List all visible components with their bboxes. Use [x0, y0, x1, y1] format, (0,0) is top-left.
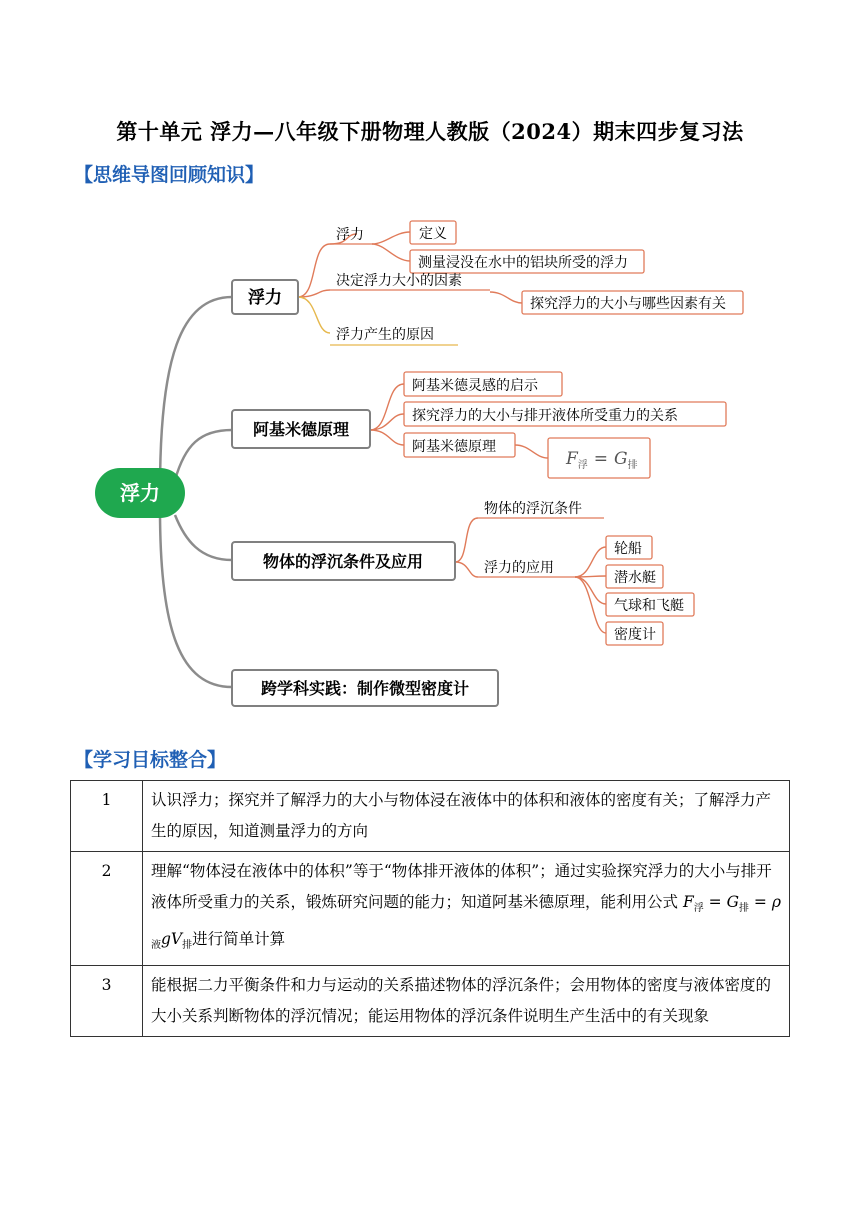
b3-app-1: 轮船 — [614, 541, 642, 557]
branch-line-1 — [160, 297, 232, 490]
b1-sub1: 浮力 — [336, 227, 364, 243]
formula-f: F — [566, 449, 578, 469]
b2-item-1: 阿基米德灵感的启示 — [412, 378, 538, 394]
branch-node-2-label: 阿基米德原理 — [252, 420, 350, 439]
goal-number: 2 — [71, 852, 143, 966]
goal-text: 能根据二力平衡条件和力与运动的关系描述物体的浮沉条件；会用物体的密度与液体密度的大小关系判断物体的浮沉情况；能运用物体的浮沉条件说明生产生活中的有关现象 — [143, 966, 790, 1037]
goal-text — [143, 852, 790, 966]
formula-eq: = — [593, 449, 609, 469]
b1-sub1-child-2: 测量浸没在水中的铝块所受的浮力 — [418, 255, 628, 271]
svg-text:F浮=G排 — [565, 449, 638, 471]
b1-sub2-child: 探究浮力的大小与哪些因素有关 — [530, 296, 726, 312]
goal-formula: $F_浮 = G_排 = \rho_液gV_排$ — [151, 893, 781, 952]
section-heading-mindmap: 【思维导图回顾知识】 — [74, 164, 265, 186]
b3-sub1: 物体的浮沉条件 — [484, 501, 582, 517]
section-heading-goals: 【学习目标整合】 — [74, 749, 227, 771]
b2-item-3: 阿基米德原理 — [412, 439, 496, 455]
branch-line-4 — [160, 510, 232, 687]
learning-goals-table — [70, 780, 790, 1037]
branch-line-2 — [175, 430, 232, 480]
branch-node-4-label: 跨学科实践：制作微型密度计 — [260, 679, 470, 698]
formula-g: G — [614, 449, 628, 469]
formula-f-sub: 浮 — [577, 460, 588, 471]
table-row — [71, 966, 790, 1037]
b2-item-2: 探究浮力的大小与排开液体所受重力的关系 — [412, 408, 678, 424]
goal-text-part-b: 进行简单计算 — [192, 930, 286, 949]
b1-sub1-child-1: 定义 — [419, 226, 447, 242]
b3-app-2: 潜水艇 — [614, 570, 656, 586]
branch-line-3 — [175, 515, 232, 560]
goal-number: 3 — [71, 966, 143, 1037]
goal-text-part-a: 理解“物体浸在液体中的体积”等于“物体排开液体的体积”；通过实验探究浮力的大小与排开液体所受重力的关系，锻炼研究问题的能力；知道阿基米德原理，能利用公式 — [151, 862, 772, 911]
goal-text: 认识浮力；探究并了解浮力的大小与物体浸在液体中的体积和液体的密度有关；了解浮力产生的原因，知道测量浮力的方向 — [143, 781, 790, 852]
goal-number: 1 — [71, 781, 143, 852]
b3-app-3: 气球和飞艇 — [614, 598, 684, 614]
mind-map — [0, 200, 860, 720]
table-row — [71, 852, 790, 966]
root-node-label: 浮力 — [120, 481, 160, 505]
document-title: 第十单元 浮力—八年级下册物理人教版（2024）期末四步复习法 — [116, 119, 744, 144]
b1-sub3: 浮力产生的原因 — [336, 327, 434, 343]
b3-app-4: 密度计 — [614, 627, 656, 643]
b3-sub2: 浮力的应用 — [484, 560, 554, 576]
formula-g-sub: 排 — [627, 460, 638, 471]
b1-sub2: 决定浮力大小的因素 — [336, 273, 462, 289]
branch-node-3-label: 物体的浮沉条件及应用 — [262, 552, 424, 571]
table-row — [71, 781, 790, 852]
branch-node-1-label: 浮力 — [248, 288, 282, 308]
